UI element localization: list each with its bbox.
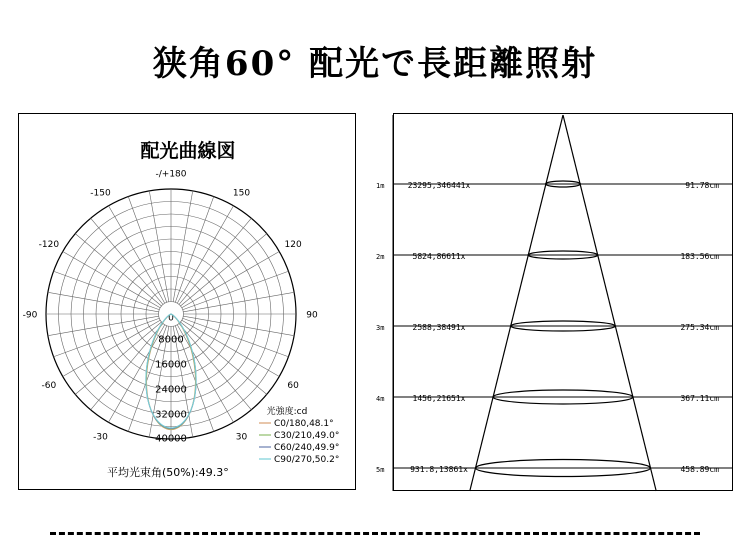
beam-edge-right: [563, 115, 656, 491]
diameter-label: 458.89cm: [680, 465, 719, 474]
section-divider: [50, 532, 700, 535]
polar-spoke: [183, 316, 294, 336]
beam-edge-left: [470, 115, 563, 491]
polar-legend: [259, 419, 339, 465]
polar-angle-label: -/+180: [155, 169, 187, 180]
polar-chart: [19, 114, 357, 491]
distance-label: 2m: [376, 253, 385, 261]
polar-radial-label: 16000: [155, 359, 187, 371]
polar-spoke: [179, 323, 252, 410]
polar-angle-label: 0: [168, 313, 174, 324]
diameter-label: 275.34cm: [680, 323, 719, 332]
polar-radial-label: 24000: [155, 384, 187, 396]
polar-radial-label: 40000: [155, 433, 187, 445]
legend-entry: C30/210,49.0°: [274, 431, 340, 441]
polar-distribution-panel: [18, 113, 356, 490]
legend-title: 光強度:cd: [266, 407, 308, 417]
polar-spoke: [173, 191, 193, 302]
polar-spoke: [91, 323, 164, 410]
illuminance-label: 931.8,13861x: [410, 465, 468, 474]
legend-entry: C60/240,49.9°: [274, 443, 340, 453]
diameter-label: 91.78cm: [685, 181, 719, 190]
legend-entry: C0/180,48.1°: [274, 419, 334, 429]
polar-spoke: [149, 191, 169, 302]
beam-cone: [470, 115, 656, 491]
beam-rows: [376, 181, 733, 474]
illuminance-label: 5824,86611x: [412, 252, 466, 261]
polar-angle-label: -120: [38, 240, 60, 250]
polar-spoke: [48, 292, 159, 312]
distance-label: 3m: [376, 324, 385, 332]
page-title: 狭角60° 配光で長距離照射: [152, 44, 598, 84]
beam-spread-diagram: [376, 113, 733, 491]
polar-spoke: [180, 234, 267, 307]
distance-label: 5m: [376, 466, 385, 474]
polar-angle-label: -150: [90, 188, 111, 199]
polar-angle-label: 60: [287, 381, 299, 391]
polar-title: 配光曲線図: [140, 140, 236, 162]
polar-spoke: [183, 292, 294, 312]
distance-label: 1m: [376, 182, 385, 190]
legend-entry: C90/270,50.2°: [274, 455, 340, 465]
illuminance-label: 2588,38491x: [412, 323, 466, 332]
illuminance-label: 1456,21651x: [412, 394, 466, 403]
polar-angle-label: 120: [284, 240, 302, 250]
diameter-label: 367.11cm: [680, 394, 719, 403]
polar-spoke: [91, 218, 164, 305]
beam-angle-footer: 平均光束角(50%):49.3°: [107, 466, 229, 479]
beam-frame: [394, 114, 733, 491]
polar-angle-label: -60: [41, 381, 57, 391]
polar-angle-label: -90: [22, 310, 38, 321]
illuminance-label: 23295,346441x: [407, 181, 471, 190]
polar-angle-label: 150: [232, 188, 251, 199]
polar-spoke: [179, 218, 252, 305]
polar-angle-label: 30: [235, 432, 248, 443]
polar-angle-label: -30: [93, 432, 108, 443]
polar-radial-label: 32000: [155, 409, 187, 421]
diameter-label: 183.56cm: [680, 252, 719, 261]
polar-spoke: [75, 234, 162, 307]
beam-spread-panel: [376, 113, 733, 491]
polar-spoke: [48, 316, 159, 336]
distance-label: 4m: [376, 395, 385, 403]
polar-radial-label: 8000: [158, 334, 184, 346]
polar-angle-label: 90: [306, 310, 318, 321]
